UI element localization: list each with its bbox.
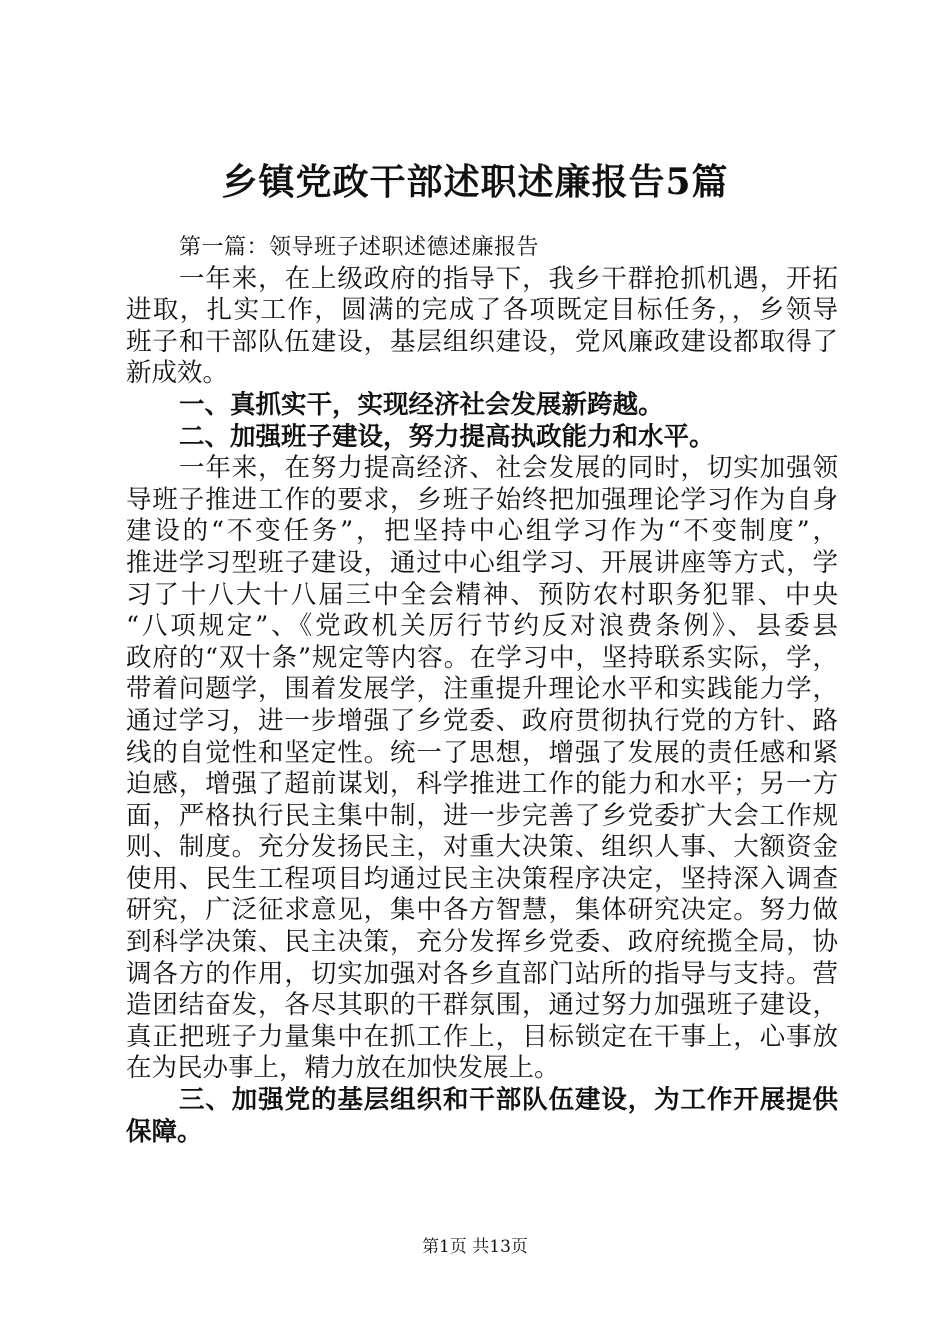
paragraph-line: 建设的“不变任务”，把坚持中心组学习作为“不变制度”，: [126, 516, 838, 547]
paragraph-line: 班子和干部队伍建设，基层组织建设，党风廉政建设都取得了: [126, 326, 838, 357]
paragraph-line: 真正把班子力量集中在抓工作上，目标锁定在干事上，心事放: [126, 1021, 838, 1052]
paragraph-line: 到科学决策、民主决策，充分发挥乡党委、政府统揽全局，协: [126, 927, 838, 958]
document-title: 乡镇党政干部述职述廉报告5篇: [221, 161, 729, 203]
paragraph-line: 则、制度。充分发扬民主，对重大决策、组织人事、大额资金: [126, 832, 838, 863]
paragraph-line: 面，严格执行民主集中制，进一步完善了乡党委扩大会工作规: [126, 800, 838, 831]
section-heading: 一、真抓实干，实现经济社会发展新跨越。: [179, 389, 664, 420]
paragraph-line: 推进学习型班子建设，通过中心组学习、开展讲座等方式，学: [126, 547, 838, 578]
paragraph-line: 一年来，在努力提高经济、社会发展的同时，切实加强领: [179, 453, 838, 484]
paragraph-line: 造团结奋发，各尽其职的干群氛围，通过努力加强班子建设，: [126, 990, 838, 1021]
paragraph-line: “八项规定”、《党政机关厉行节约反对浪费条例》、县委县: [126, 611, 838, 642]
paragraph-line: 习了十八大十八届三中全会精神、预防农村职务犯罪、中央: [126, 579, 838, 610]
paragraph-line: 线的自觉性和坚定性。统一了思想，增强了发展的责任感和紧: [126, 737, 838, 768]
section-heading: 保障。: [126, 1116, 203, 1147]
paragraph-line: 在为民办事上，精力放在加快发展上。: [126, 1053, 560, 1084]
paragraph-line: 迫感，增强了超前谋划，科学推进工作的能力和水平；另一方: [126, 769, 838, 800]
page-footer: 第1页 共13页: [422, 1237, 528, 1257]
paragraph-line: 带着问题学，围着发展学，注重提升理论水平和实践能力学，: [126, 674, 838, 705]
paragraph-line: 调各方的作用，切实加强对各乡直部门站所的指导与支持。营: [126, 958, 838, 989]
paragraph-line: 进取，扎实工作，圆满的完成了各项既定目标任务，，乡领导: [126, 295, 838, 326]
paragraph-line: 使用、民生工程项目均通过民主决策程序决定，坚持深入调查: [126, 863, 838, 894]
paragraph-line: 通过学习，进一步增强了乡党委、政府贯彻执行党的方针、路: [126, 705, 838, 736]
paragraph-line: 政府的“双十条”规定等内容。在学习中，坚持联系实际，学，: [126, 642, 838, 673]
paragraph-line: 一年来，在上级政府的指导下，我乡干群抢抓机遇，开拓: [179, 263, 838, 294]
section-heading: 三、加强党的基层组织和干部队伍建设，为工作开展提供: [179, 1085, 838, 1116]
subtitle-line: 第一篇：领导班子述职述德述廉报告: [179, 235, 540, 260]
paragraph-line: 研究，广泛征求意见，集中各方智慧，集体研究决定。努力做: [126, 895, 838, 926]
paragraph-line: 新成效。: [126, 358, 229, 389]
paragraph-line: 导班子推进工作的要求，乡班子始终把加强理论学习作为自身: [126, 484, 838, 515]
section-heading: 二、加强班子建设，努力提高执政能力和水平。: [179, 421, 715, 452]
document-body: [126, 232, 838, 1148]
